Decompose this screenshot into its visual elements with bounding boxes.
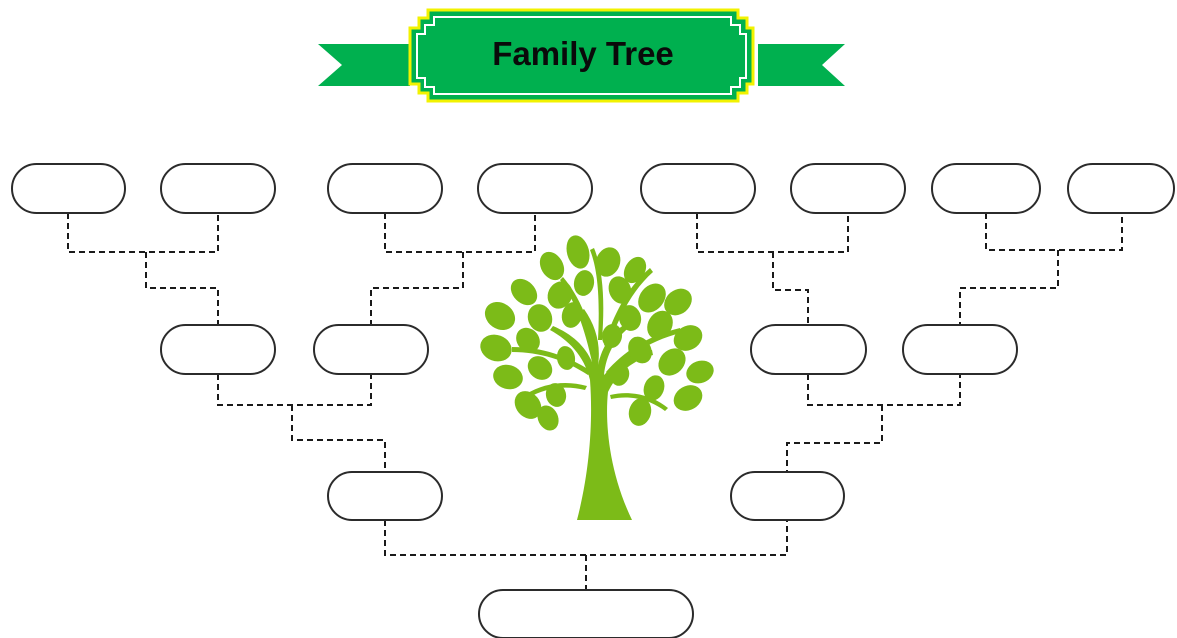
title-banner <box>318 10 845 101</box>
banner-ribbon-right <box>758 44 845 86</box>
connector-gp1-gp2 <box>218 374 371 405</box>
name-box-great-grandparent-6[interactable] <box>791 164 905 213</box>
name-box-grandparent-1[interactable] <box>161 325 275 374</box>
name-box-self[interactable] <box>479 590 693 638</box>
name-box-grandparent-2[interactable] <box>314 325 428 374</box>
connector-parents <box>385 520 787 555</box>
connector-gp12-p1 <box>292 405 385 472</box>
name-box-great-grandparent-4[interactable] <box>478 164 592 213</box>
connector-gg5-gg6 <box>697 213 848 252</box>
name-box-great-grandparent-5[interactable] <box>641 164 755 213</box>
name-box-grandparent-4[interactable] <box>903 325 1017 374</box>
connector-gg12-gp1 <box>146 252 218 325</box>
connector-gg56-gp3 <box>773 252 808 325</box>
connector-gp3-gp4 <box>808 374 960 405</box>
tree-icon <box>477 233 717 520</box>
connector-gp34-p2 <box>787 405 882 472</box>
name-box-great-grandparent-1[interactable] <box>12 164 125 213</box>
name-box-parent-2[interactable] <box>731 472 844 520</box>
name-box-great-grandparent-3[interactable] <box>328 164 442 213</box>
banner-ribbon-left <box>318 44 410 86</box>
name-box-great-grandparent-7[interactable] <box>932 164 1040 213</box>
name-box-parent-1[interactable] <box>328 472 442 520</box>
connector-gg1-gg2 <box>68 213 218 252</box>
connector-gg78-gp4 <box>960 250 1058 325</box>
name-box-great-grandparent-8[interactable] <box>1068 164 1174 213</box>
name-box-grandparent-3[interactable] <box>751 325 866 374</box>
name-box-great-grandparent-2[interactable] <box>161 164 275 213</box>
connector-gg7-gg8 <box>986 213 1122 250</box>
connector-gg34-gp2 <box>371 252 463 325</box>
page-title: Family Tree <box>492 35 674 72</box>
connector-gg3-gg4 <box>385 213 535 252</box>
